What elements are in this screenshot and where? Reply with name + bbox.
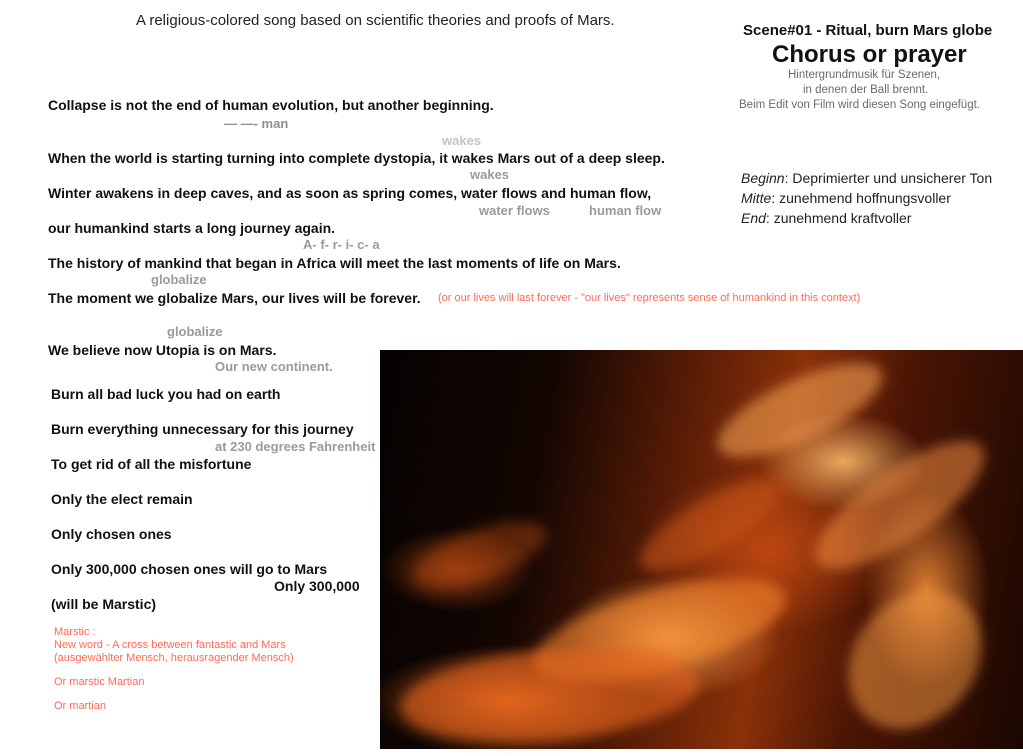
direction-end: [741, 210, 911, 226]
lyric-annotation-globalize-2: globalize: [167, 324, 223, 339]
lyric-aside-forever: (or our lives will last forever - "our lives" represents sense of humankind in this context): [438, 292, 861, 304]
lyric-annotation-wakes-above: wakes: [442, 133, 482, 148]
lyric-annotation-water-flows: water flows: [479, 203, 550, 218]
lyric-line-5: The history of mankind that began in Africa will meet the last moments of life on Mars.: [48, 255, 621, 271]
lyric-line-3: Winter awakens in deep caves, and as soon as spring comes, water flows and human flow,: [48, 185, 652, 201]
lyric-line-10: To get rid of all the misfortune: [51, 456, 252, 472]
lyric-annotation-fahrenheit: at 230 degrees Fahrenheit: [215, 439, 376, 454]
lyric-annotation-man: — —- man: [224, 116, 289, 131]
lyric-line-7: We believe now Utopia is on Mars.: [48, 342, 277, 358]
beginn-label: Beginn: [741, 170, 785, 186]
alternative-1: Or marstic Martian: [54, 676, 145, 688]
lyric-line-11: Only the elect remain: [51, 491, 193, 507]
beginn-text: : Deprimierter und unsicherer Ton: [784, 170, 993, 186]
mitte-text: : zunehmend hoffnungsvoller: [771, 190, 951, 206]
lyric-line-9: Burn everything unnecessary for this journey: [51, 421, 354, 437]
alternative-2: Or martian: [54, 700, 106, 712]
lyric-annotation-new-continent: Our new continent.: [215, 359, 333, 374]
lyric-annotation-globalize-1: globalize: [151, 272, 207, 287]
lyric-line-12: Only chosen ones: [51, 526, 172, 542]
marstic-definition-1: New word - A cross between fantastic and Mars: [54, 639, 286, 651]
mitte-label: Mitte: [741, 190, 772, 206]
lyric-line-6: The moment we globalize Mars, our lives will be forever.: [48, 290, 421, 306]
song-subtitle: A religious-colored song based on scientific theories and proofs of Mars.: [136, 12, 615, 29]
direction-beginn: [741, 170, 992, 186]
lyric-annotation-human-flow: human flow: [589, 203, 662, 218]
scene-note-line3: Beim Edit von Film wird diesen Song eingefügt.: [739, 99, 980, 111]
lyric-line-8: Burn all bad luck you had on earth: [51, 386, 281, 402]
lyric-annotation-wakes: wakes: [470, 167, 510, 182]
lyric-line-2: When the world is starting turning into complete dystopia, it wakes Mars out of a deep sleep.: [48, 150, 665, 166]
lyric-line-13: Only 300,000 chosen ones will go to Mars: [51, 561, 328, 577]
scene-note-line2: in denen der Ball brennt.: [803, 84, 929, 96]
end-label: End: [741, 210, 766, 226]
fire-image: [380, 350, 1023, 749]
direction-mitte: [741, 190, 951, 206]
lyric-line-14: (will be Marstic): [51, 596, 157, 612]
marstic-definition-2: (ausgewählter Mensch, herausragender Mensch): [54, 652, 294, 664]
lyric-annotation-300000: Only 300,000: [274, 578, 360, 594]
lyric-annotation-africa: A- f- r- i- c- a: [303, 237, 380, 252]
scene-title: Scene#01 - Ritual, burn Mars globe: [743, 22, 993, 39]
scene-note-line1: Hintergrundmusik für Szenen,: [788, 69, 941, 81]
marstic-title: Marstic :: [54, 626, 96, 638]
chorus-heading: Chorus or prayer: [772, 41, 967, 68]
lyric-line-1: Collapse is not the end of human evolution, but another beginning.: [48, 97, 494, 113]
end-text: : zunehmend kraftvoller: [765, 210, 912, 226]
lyric-line-4: our humankind starts a long journey again.: [48, 220, 336, 236]
